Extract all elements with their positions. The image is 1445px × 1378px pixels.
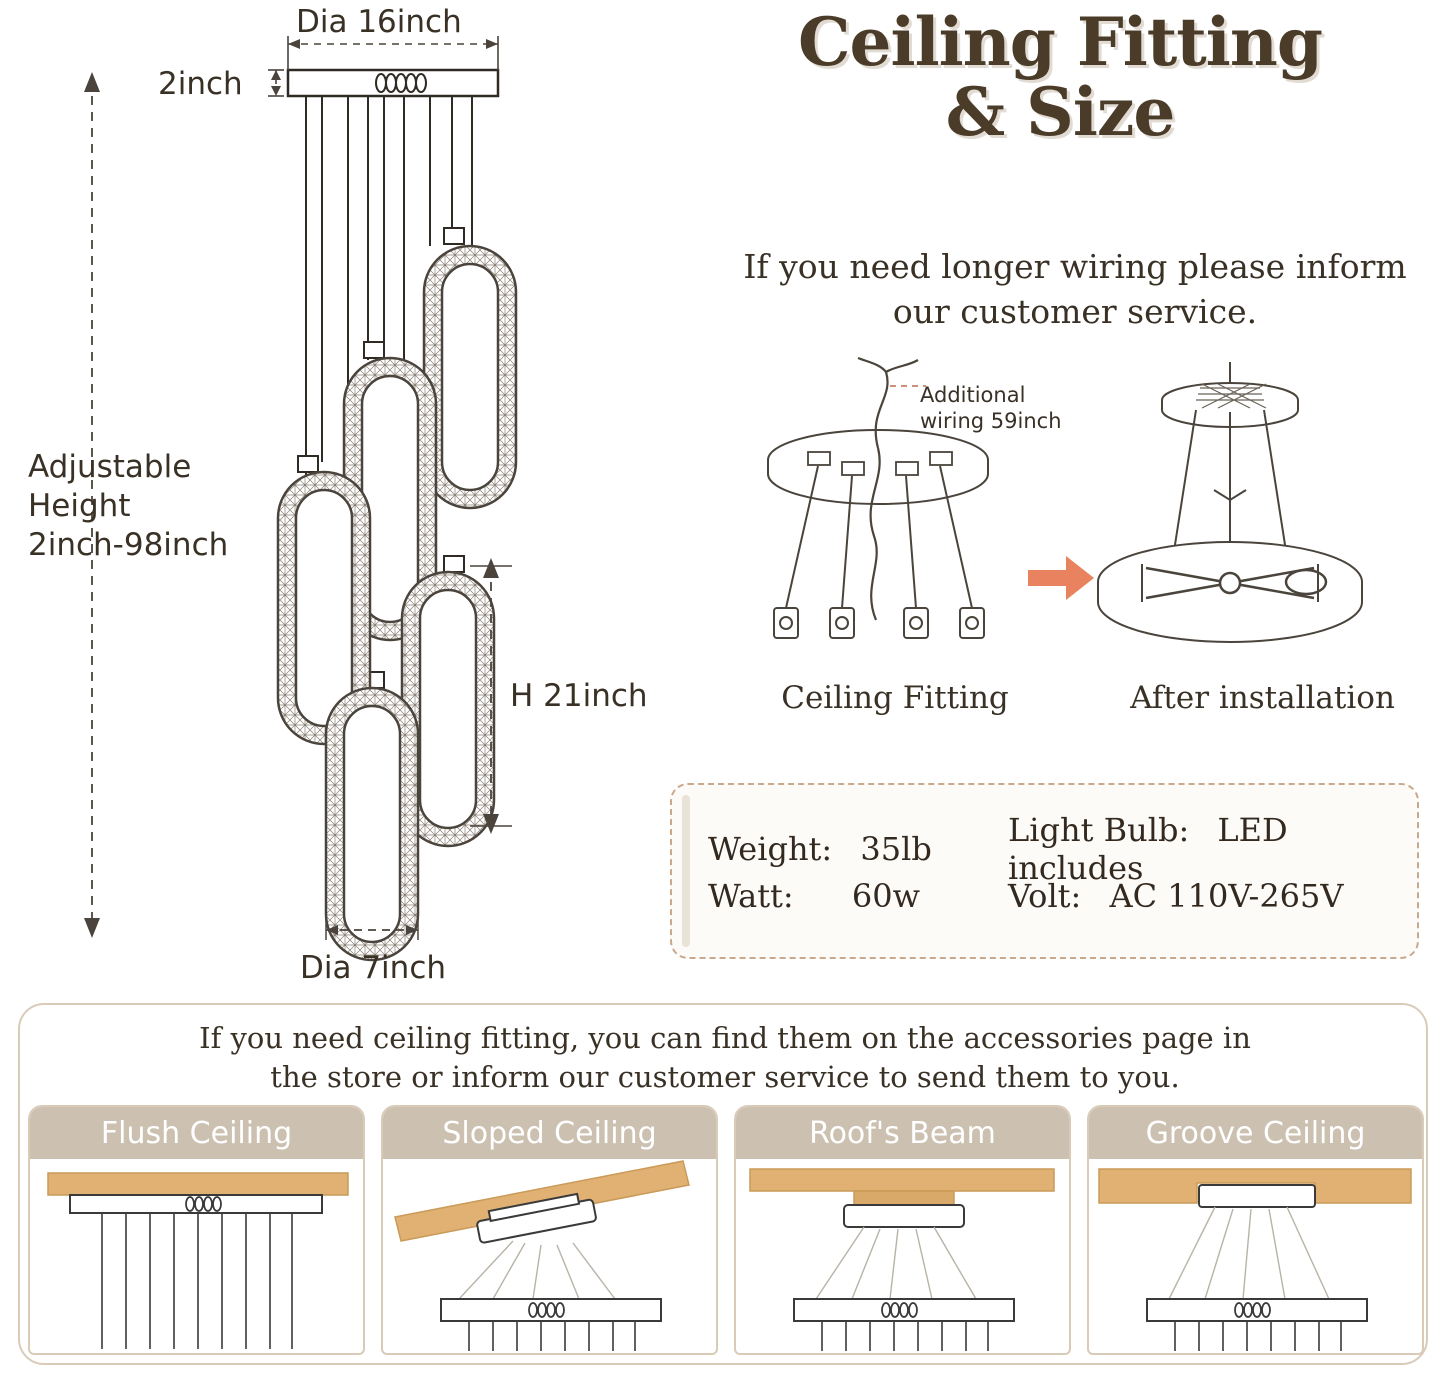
product-size-diagram xyxy=(0,0,690,1000)
ceiling-option-groove xyxy=(1087,1105,1424,1355)
additional-wiring-note xyxy=(920,382,1062,435)
spec-row-watt-volt xyxy=(708,877,1408,915)
spec-bulb-value: LED includes xyxy=(1008,811,1288,887)
dimension-label-fixture-height: H 21inch xyxy=(510,678,648,714)
ceiling-option-flush-title: Flush Ceiling xyxy=(30,1107,363,1159)
spec-weight xyxy=(708,830,1008,868)
additional-wiring-note-line-1: Additional xyxy=(920,383,1026,407)
ceiling-option-roof-beam-illustration xyxy=(736,1159,1069,1355)
specifications-box xyxy=(670,783,1419,959)
ceiling-option-sloped-title: Sloped Ceiling xyxy=(383,1107,716,1159)
caption-after-installation: After installation xyxy=(1130,680,1395,716)
dimension-label-top-diameter: Dia 16inch xyxy=(296,4,462,40)
page-title xyxy=(690,3,1430,151)
ceiling-fitting-options-panel xyxy=(18,1003,1428,1365)
accessories-note-line-1: If you need ceiling fitting, you can find them on the accessories page in xyxy=(199,1021,1251,1055)
ceiling-option-sloped xyxy=(381,1105,718,1355)
ceiling-option-groove-illustration xyxy=(1089,1159,1422,1355)
ceiling-option-groove-title: Groove Ceiling xyxy=(1089,1107,1422,1159)
ceiling-option-roof-beam-title: Roof's Beam xyxy=(736,1107,1069,1159)
spec-weight-label: Weight: xyxy=(708,830,833,868)
spec-bulb xyxy=(1008,811,1408,887)
ceiling-option-sloped-illustration xyxy=(383,1159,716,1355)
ceiling-option-flush-illustration xyxy=(30,1159,363,1355)
accessories-note-line-2: the store or inform our customer service to send them to you. xyxy=(270,1059,1180,1094)
wiring-subtitle: If you need longer wiring please inform our customer service. xyxy=(743,247,1407,331)
spec-volt xyxy=(1008,877,1408,915)
spec-row-weight-bulb xyxy=(708,811,1408,887)
ceiling-option-roof-beam xyxy=(734,1105,1071,1355)
spec-bulb-label: Light Bulb: xyxy=(1008,811,1190,849)
spec-accent-bar xyxy=(682,795,690,947)
adjustable-height-line-3: 2inch-98inch xyxy=(28,526,229,563)
accessories-note xyxy=(60,1019,1390,1096)
dimension-label-bottom-diameter: Dia 7inch xyxy=(300,950,447,986)
spec-watt-label: Watt: xyxy=(708,877,794,915)
process-arrow xyxy=(1028,556,1094,600)
dimension-label-canopy-thickness: 2inch xyxy=(158,66,243,102)
title-line-2: & Size xyxy=(945,72,1175,151)
adjustable-height-line-1: Adjustable xyxy=(28,449,192,485)
spec-volt-value: AC 110V-265V xyxy=(1109,877,1344,915)
adjustable-height-line-2: Height xyxy=(28,487,131,524)
dimension-label-adjustable-height xyxy=(28,448,228,564)
ceiling-option-flush xyxy=(28,1105,365,1355)
spec-weight-value: 35lb xyxy=(860,830,932,868)
caption-ceiling-fitting: Ceiling Fitting xyxy=(781,680,1009,716)
title-line-1: Ceiling Fitting xyxy=(798,3,1322,81)
spec-watt-value: 60w xyxy=(851,877,920,915)
additional-wiring-note-line-2: wiring 59inch xyxy=(920,409,1062,434)
spec-volt-label: Volt: xyxy=(1008,877,1082,915)
spec-watt xyxy=(708,877,1008,915)
